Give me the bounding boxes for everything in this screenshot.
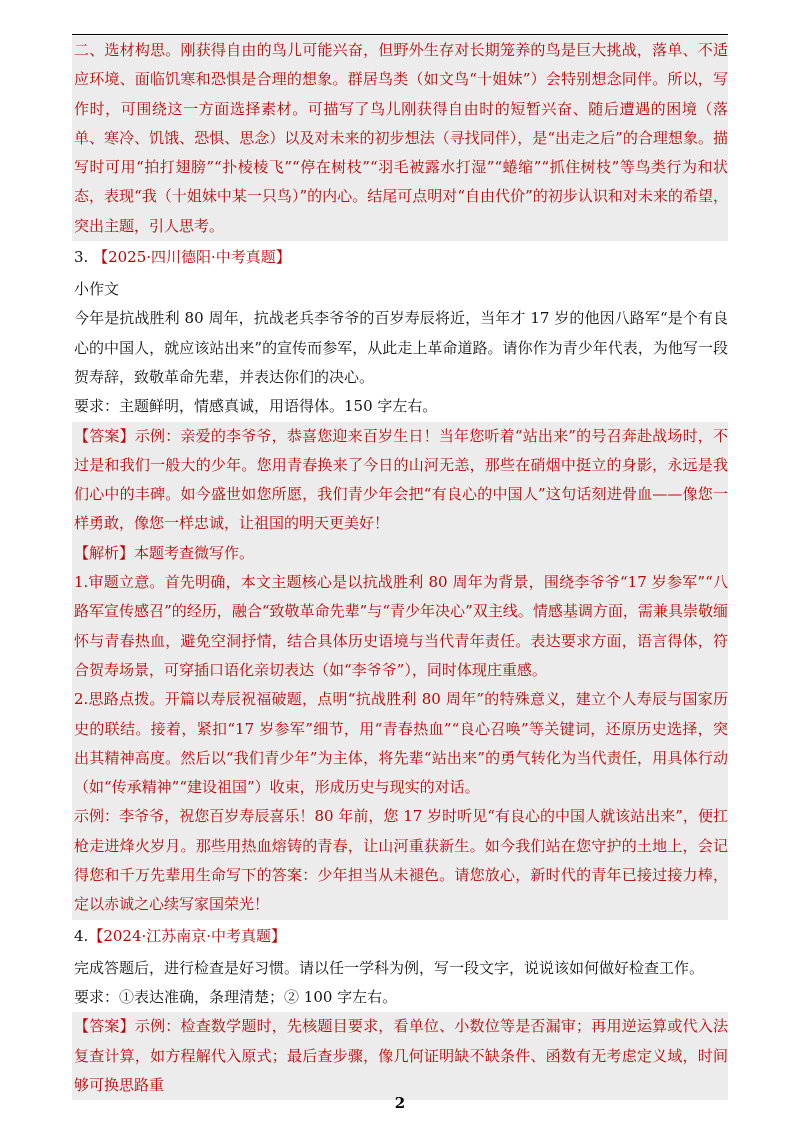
question-3-prompt: 今年是抗战胜利 80 周年，抗战老兵李爷爷的百岁寿辰将近，当年才 17 岁的他因八路军“是个有良心的中国人，就应该站出来”的宣传而参军，从此走上革命道路。请你作为青少年代表，为他写一段贺寿辞，致敬革命先辈，并表达你们的决心。 <box>74 309 728 386</box>
answer-text: 示例：检查数学题时，先核题目要求，看单位、小数位等是否漏审；再用逆运算或代入法复查计算，如方程解代入原式；最后查步骤，像几何证明缺不缺条件、函数有无考虑定义域，时间够可换思路重 <box>74 1017 728 1094</box>
answer-tag: 【答案】 <box>74 1017 135 1036</box>
analysis-example: 示例：李爷爷，祝您百岁寿辰喜乐！80 年前，您 17 岁时听见“有良心的中国人就该站出来”，便扛枪走进烽火岁月。那些用热血熔铸的青春，让山河重获新生。如今我们站在您守护的土地上，会记得您和千万先辈用生命写下的答案：少年担当从未褪色。请您放心，新时代的青年已接过接力棒，定以赤诚之心续写家国荣光！ <box>72 802 728 919</box>
question-4-answer <box>72 1012 728 1100</box>
analysis-point-1: 1.审题立意。首先明确，本文主题核心是以抗战胜利 80 周年为背景，围绕李爷爷“17 岁参军”“八路军宣传感召”的经历，融合“致敬革命先辈”与“青少年决心”双主线。情感基调方面，需兼具崇敬缅怀与青春热血，避免空洞抒情，结合具体历史语境与当代青年责任。表达要求方面，语言得体，符合贺寿场景，可穿插口语化亲切表达（如“李爷爷”），同时体现庄重感。 <box>72 568 728 685</box>
question-4-requirement: 要求：①表达准确，条理清楚；② 100 字左右。 <box>74 987 398 1006</box>
question-3-header <box>72 243 728 271</box>
analysis-intro: 本题考查微写作。 <box>134 543 255 562</box>
question-4-number: 4. <box>74 926 89 945</box>
page-number: 2 <box>394 1094 406 1112</box>
question-4-source: 【2024·江苏南京·中考真题】 <box>88 926 287 945</box>
question-3-number: 3. <box>74 248 89 267</box>
question-3-requirement: 要求：主题鲜明，情感真诚，用语得体。150 字左右。 <box>74 397 438 416</box>
header-rule <box>72 34 728 35</box>
analysis-point-2: 2.思路点拨。开篇以寿辰祝福破题，点明“抗战胜利 80 周年”的特殊意义，建立个人寿辰与国家历史的联结。接着，紧扣“17 岁参军”细节，用“青春热血”“良心召唤”等关键词，还原历史选择，突出其精神高度。然后以“我们青少年”为主体，将先辈“站出来”的勇气转化为当代责任，用具体行动（如“传承精神”“建设祖国”）收束，形成历史与现实的对话。 <box>72 685 728 802</box>
section2-analysis: 二、选材构思。刚获得自由的鸟儿可能兴奋，但野外生存对长期笼养的鸟是巨大挑战，落单、不适应环境、面临饥寒和恐惧是合理的想象。群居鸟类（如文鸟“十姐妹”）会特别想念同伴。所以，写作时，可围绕这一方面选择素材。可描写了鸟儿刚获得自由时的短暂兴奋、随后遭遇的困境（落单、寒冷、饥饿、恐惧、思念）以及对未来的初步想法（寻找同伴），是“出走之后”的合理想象。描写时可用“拍打翅膀”“扑棱棱飞”“停在树枝”“羽毛被露水打湿”“蜷缩”“抓住树枝”等鸟类行为和状态，表现“我（十姐妹中某一只鸟）”的内心。结尾可点明对“自由代价”的初步认识和对未来的希望，突出主题，引人思考。 <box>72 36 728 241</box>
question-3-answer <box>72 422 728 539</box>
analysis-tag: 【解析】 <box>74 543 135 562</box>
question-3-source: 【2025·四川德阳·中考真题】 <box>93 248 291 267</box>
answer-text: 示例：亲爱的李爷爷，恭喜您迎来百岁生日！当年您听着“站出来”的号召奔赴战场时，不过是和我们一般大的少年。您用青春换来了今日的山河无恙，那些在硝烟中挺立的身影，永远是我们心中的丰碑。如今盛世如您所愿，我们青少年会把“有良心的中国人”这句话刻进骨血——像您一样勇敢，像您一样忠诚，让祖国的明天更美好！ <box>74 426 728 533</box>
question-4-header <box>72 922 728 950</box>
question-4-prompt: 完成答题后，进行检查是好习惯。请以任一学科为例，写一段文字，说说该如何做好检查工作。 <box>74 958 705 977</box>
question-3-subtitle: 小作文 <box>74 280 120 299</box>
answer-tag: 【答案】 <box>74 426 135 445</box>
page-content <box>72 36 728 1100</box>
question-3-analysis <box>72 539 728 568</box>
